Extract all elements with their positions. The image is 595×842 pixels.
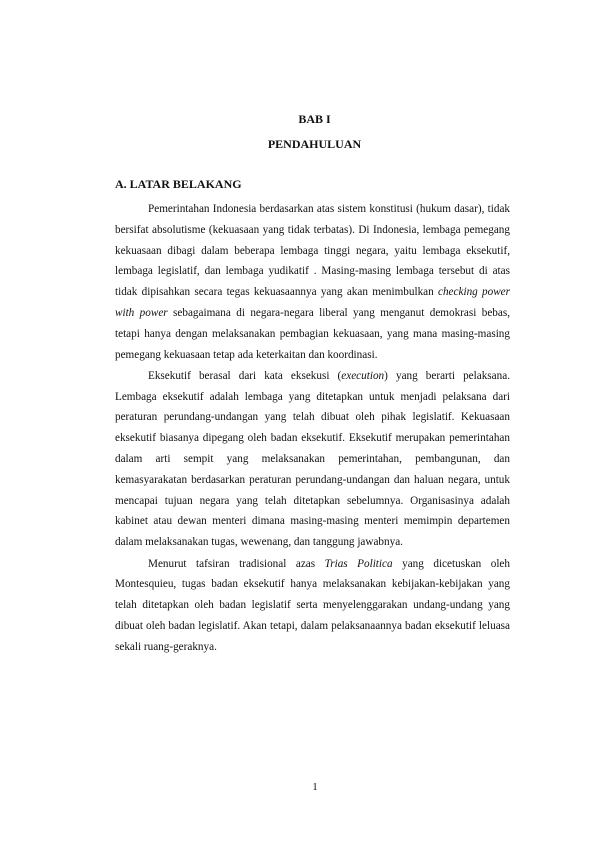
paragraph [115, 199, 510, 365]
paragraph-text: ) yang berarti pelaksana. Lembaga eksekutif adalah lembaga yang ditetapkan untuk menjadi pelaksana dari peraturan perundang-undangan yang telah dibuat oleh pihak legislatif. Kekuasaan eksekutif biasanya dipegang oleh badan eksekutif. Eksekutif merupakan pemerintahan dalam arti sempit yang melaksanakan pemerintahan, pembangunan, dan kemasyarakatan berdasarkan peraturan perundang-undangan dan haluan negara, untuk mencapai tujuan negara yang telah ditetapkan sebelumnya. Organisasinya adalah kabinet atau dewan menteri dimana masing-masing menteri memimpin departemen dalam melaksanakan tugas, wewenang, dan tanggung jawabnya. [115, 369, 510, 549]
paragraph [115, 554, 510, 658]
paragraph-text: Menurut tafsiran tradisional azas [148, 557, 325, 570]
chapter-title: PENDAHULUAN [267, 137, 362, 151]
paragraph-text: Pemerintahan Indonesia berdasarkan atas sistem konstitusi (hukum dasar), tidak bersifat absolutisme (kekuasaan yang tidak terbatas). Di Indonesia, lembaga pemegang kekuasaan dibagi dalam beberapa lembaga tinggi negara, yaitu lembaga eksekutif, lembaga legislatif, dan lembaga yudikatif . Masing-masing lembaga tersebut di atas tidak dipisahkan secara tegas kekuasaannya yang akan menimbulkan [115, 203, 510, 299]
paragraph-text: Eksekutif berasal dari kata eksekusi ( [148, 369, 342, 382]
paragraph-text: sebagaimana di negara-negara liberal yang menganut demokrasi bebas, tetapi hanya dengan melaksanakan pembagian kekuasaan, yang mana masing-masing pemegang kekuasaan tetap ada keterkaitan dan koordinasi. [115, 306, 510, 361]
chapter-number: BAB I [298, 112, 331, 126]
section-heading: A. LATAR BELAKANG [115, 177, 242, 191]
paragraph [115, 366, 510, 553]
italic-term: Trias Politica [324, 557, 393, 570]
paragraph-text: yang dicetuskan oleh Montesquieu, tugas badan eksekutif hanya melaksanakan kebijakan-kebijakan yang telah ditetapkan oleh badan legislatif serta menyelenggarakan undang-undang yang dibuat oleh badan legislatif. Akan tetapi, dalam pelaksanaannya badan eksekutif leluasa sekali ruang-geraknya. [115, 557, 510, 653]
italic-term: checking power with power [115, 286, 510, 319]
body-text [115, 199, 510, 658]
page-number: 1 [312, 781, 318, 793]
italic-term: execution [341, 369, 385, 382]
